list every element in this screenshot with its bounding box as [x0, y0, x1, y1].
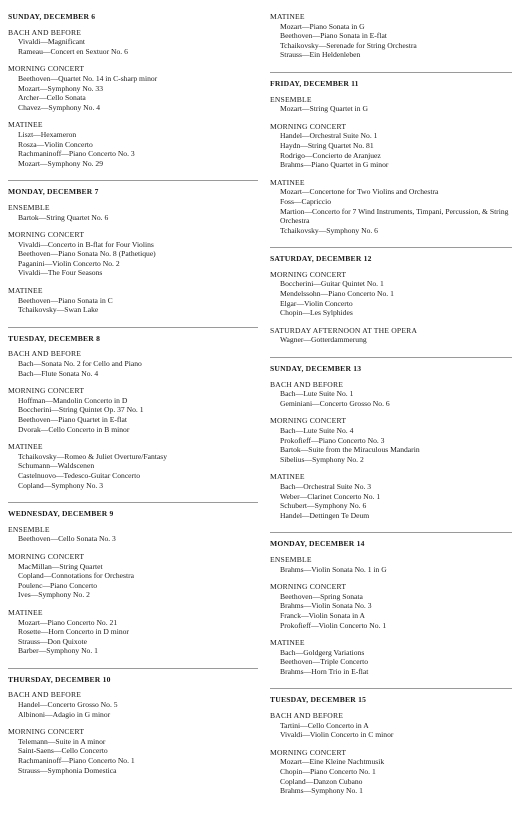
program-piece: Strauss—Symphonia Domestica [18, 765, 117, 775]
program-piece: Martion—Concerto for 7 Wind Instruments, Timpani, Percussion, & String Orchestra [280, 206, 509, 226]
program-piece: MacMillan—String Quartet [18, 561, 103, 571]
day-block [270, 539, 512, 689]
session-block [8, 525, 258, 544]
session-block [270, 122, 512, 170]
program-piece: Tchaikovsky—Swan Lake [18, 305, 99, 315]
session-title: MATINEE [270, 638, 305, 648]
session-block [8, 286, 258, 315]
program-piece: Elgar—Violin Concerto [280, 298, 353, 308]
program-piece: Archer—Cello Sonata [18, 93, 86, 103]
day-heading: MONDAY, DECEMBER 14 [270, 539, 365, 549]
session-block [8, 28, 258, 57]
session-title: MORNING CONCERT [270, 121, 347, 131]
program-piece: Bach—Sonata No. 2 for Cello and Piano [18, 359, 142, 369]
program-piece: Chavez—Symphony No. 4 [18, 102, 101, 112]
program-piece: Schumann—Waldscenen [18, 461, 95, 471]
session-block [8, 386, 258, 434]
program-piece: Liszt—Hexameron [18, 129, 77, 139]
session-title: MATINEE [270, 12, 305, 21]
day-block [8, 509, 258, 669]
session-title: MORNING CONCERT [8, 230, 85, 240]
program-piece: Chopin—Les Sylphides [280, 308, 353, 318]
program-piece: Hoffman—Mandolin Concerto in D [18, 395, 128, 405]
program-piece: Haydn—String Quartet No. 81 [280, 140, 374, 150]
session-block [8, 727, 258, 775]
day-block [8, 12, 258, 181]
day-block [270, 364, 512, 533]
session-block [8, 230, 258, 278]
program-piece: Bach—Flute Sonata No. 4 [18, 368, 99, 378]
day-heading: THURSDAY, DECEMBER 10 [8, 674, 111, 684]
program-piece: Tchaikovsky—Romeo & Juliet Overture/Fantasy [18, 451, 167, 461]
session-block [8, 552, 258, 600]
session-title: MATINEE [8, 286, 43, 296]
program-piece: Bach—Orchestral Suite No. 3 [280, 481, 372, 491]
session-title: MORNING CONCERT [270, 582, 347, 592]
program-piece: Tchaikovsky—Serenade for String Orchestra [280, 40, 417, 50]
day-block [8, 334, 258, 503]
program-piece: Prokofieff—Violin Concerto No. 1 [280, 620, 387, 630]
session-title: MORNING CONCERT [8, 64, 85, 74]
program-piece: Mozart—String Quartet in G [280, 104, 368, 114]
program-piece: Tartini—Cello Concerto in A [280, 720, 369, 730]
session-title: BACH AND BEFORE [8, 27, 82, 37]
program-piece: Rosza—Violin Concerto [18, 139, 93, 149]
program-piece: Wagner—Gotterdammerung [280, 335, 367, 345]
program-piece: Bach—Goldgerg Variations [280, 647, 365, 657]
session-title: BACH AND BEFORE [270, 711, 344, 721]
program-piece: Saint-Saens—Cello Concerto [18, 746, 108, 756]
program-piece: Brahms—Violin Sonata No. 1 in G [280, 564, 387, 574]
program-piece: Sibelius—Symphony No. 2 [280, 454, 364, 464]
session-block [270, 472, 512, 520]
session-block [8, 120, 258, 168]
program-piece: Vivaldi—The Four Seasons [18, 268, 103, 278]
session-block [8, 64, 258, 112]
program-piece: Ives—Symphony No. 2 [18, 590, 90, 600]
session-block [270, 12, 512, 60]
session-title: BACH AND BEFORE [8, 349, 82, 359]
program-piece: Copland—Symphony No. 3 [18, 480, 104, 490]
program-piece: Beethoven—Piano Sonata No. 8 (Pathetique) [18, 249, 156, 259]
day-heading: MONDAY, DECEMBER 7 [8, 187, 99, 197]
program-piece: Beethoven—Piano Quartet in E-flat [18, 415, 128, 424]
session-title: SATURDAY AFTERNOON AT THE OPERA [270, 325, 418, 335]
program-piece: Geminiani—Concerto Grosso No. 6 [280, 398, 390, 408]
program-piece: Copland—Danzon Cubano [280, 776, 363, 786]
program-piece: Vivaldi—Concerto in B-flat for Four Violins [18, 239, 154, 249]
program-piece: Mozart—Piano Concerto No. 21 [18, 617, 118, 627]
session-title: MORNING CONCERT [8, 386, 85, 396]
session-title: MATINEE [270, 472, 305, 482]
program-piece: Castelnuovo—Tedesco-Guitar Concerto [18, 470, 140, 480]
session-title: MATINEE [8, 607, 43, 617]
program-piece: Foss—Capriccio [280, 196, 332, 206]
program-piece: Tchaikovsky—Symphony No. 6 [280, 225, 378, 235]
session-block [270, 95, 512, 114]
program-piece: Franck—Violin Sonata in A [280, 610, 365, 620]
session-title: MATINEE [270, 177, 305, 187]
session-block [8, 203, 258, 222]
day-block [270, 695, 512, 807]
program-piece: Prokofieff—Piano Concerto No. 3 [280, 435, 385, 445]
session-block [270, 416, 512, 464]
session-title: ENSEMBLE [270, 94, 312, 104]
day-block [270, 12, 512, 73]
program-piece: Handel—Orchestral Suite No. 1 [280, 131, 378, 141]
program-piece: Strauss—Don Quixote [18, 636, 87, 646]
session-title: ENSEMBLE [8, 524, 50, 534]
program-piece: Mozart—Symphony No. 29 [18, 158, 104, 168]
schedule-column-left [8, 12, 258, 793]
session-title: ENSEMBLE [270, 554, 312, 564]
program-piece: Boccherini—String Quintet Op. 37 No. 1 [18, 405, 144, 415]
program-piece: Paganini—Violin Concerto No. 2 [18, 258, 120, 268]
session-title: MATINEE [8, 120, 43, 130]
session-block [270, 178, 512, 236]
program-piece: Schubert—Symphony No. 6 [280, 501, 367, 511]
day-heading: SATURDAY, DECEMBER 12 [270, 254, 372, 264]
program-piece: Mozart—Eine Kleine Nachtmusik [280, 757, 385, 767]
program-piece: Brahms—Violin Sonata No. 3 [280, 601, 372, 611]
program-piece: Beethoven—Triple Concerto [280, 657, 369, 667]
program-piece: Handel—Dettingen Te Deum [280, 510, 370, 520]
session-title: MORNING CONCERT [8, 727, 85, 737]
day-block [8, 187, 258, 328]
program-piece: Brahms—Piano Quartet in G minor [280, 160, 389, 170]
session-title: MORNING CONCERT [8, 551, 85, 561]
session-title: MORNING CONCERT [270, 747, 347, 757]
program-piece: Beethoven—Piano Sonata in E-flat [280, 31, 387, 41]
program-piece: Mendelssohn—Piano Concerto No. 1 [280, 289, 394, 299]
program-piece: Vivaldi—Magnificant [18, 37, 86, 47]
program-piece: Beethoven—Cello Sonata No. 3 [18, 534, 116, 544]
program-piece: Chopin—Piano Concerto No. 1 [280, 767, 376, 777]
session-block [270, 555, 512, 574]
program-piece: Copland—Connotations for Orchestra [18, 571, 134, 581]
program-piece: Beethoven—Quartet No. 14 in C-sharp minor [18, 73, 158, 83]
program-piece: Weber—Clarinet Concerto No. 1 [280, 491, 381, 501]
program-piece: Rachmaninoff—Piano Concerto No. 3 [18, 149, 135, 159]
day-block [270, 79, 512, 248]
session-block [270, 380, 512, 409]
session-block [8, 608, 258, 656]
day-heading: TUESDAY, DECEMBER 8 [8, 333, 101, 343]
day-heading: WEDNESDAY, DECEMBER 9 [8, 509, 114, 519]
session-title: BACH AND BEFORE [270, 379, 344, 389]
program-piece: Beethoven—Spring Sonata [280, 591, 363, 601]
program-piece: Boccherini—Guitar Quintet No. 1 [280, 279, 384, 289]
program-piece: Brahms—Symphony No. 1 [280, 786, 363, 796]
session-title: ENSEMBLE [8, 202, 50, 212]
program-piece: Bach—Lute Suite No. 1 [280, 389, 354, 399]
session-block [270, 582, 512, 630]
session-title: MATINEE [8, 442, 43, 452]
program-piece: Mozart—Symphony No. 33 [18, 83, 104, 93]
day-block [270, 254, 512, 358]
program-piece: Mozart—Concertone for Two Violins and Orchestra [280, 187, 439, 197]
session-block [8, 442, 258, 490]
program-piece: Rameau—Concert en Sextuor No. 6 [18, 46, 128, 56]
session-title: BACH AND BEFORE [8, 690, 82, 700]
day-heading: TUESDAY, DECEMBER 15 [270, 695, 367, 705]
session-block [270, 711, 512, 740]
program-piece: Vivaldi—Violin Concerto in C minor [280, 730, 394, 740]
program-piece: Brahms—Horn Trio in E-flat [280, 666, 369, 676]
session-block [270, 638, 512, 676]
session-block [270, 326, 512, 345]
day-heading: SUNDAY, DECEMBER 13 [270, 364, 362, 374]
program-piece: Rodrigo—Concierto de Aranjuez [280, 150, 381, 160]
day-block [8, 675, 258, 787]
program-piece: Albinoni—Adagio in G minor [18, 709, 111, 719]
program-piece: Rosette—Horn Concerto in D minor [18, 627, 129, 637]
program-piece: Poulenc—Piano Concerto [18, 580, 98, 590]
session-title: MORNING CONCERT [270, 269, 347, 279]
program-piece: Barber—Symphony No. 1 [18, 646, 98, 656]
program-piece: Bach—Lute Suite No. 4 [280, 426, 354, 435]
program-piece: Bartok—Suite from the Miraculous Mandarin [280, 445, 420, 455]
schedule-column-right [270, 12, 512, 814]
program-piece: Dvorak—Cello Concerto in B minor [18, 424, 130, 434]
day-heading: SUNDAY, DECEMBER 6 [8, 12, 96, 21]
program-piece: Bartok—String Quartet No. 6 [18, 212, 109, 222]
session-block [8, 349, 258, 378]
program-piece: Strauss—Ein Heldenleben [280, 50, 361, 60]
session-block [270, 748, 512, 796]
program-piece: Beethoven—Piano Sonata in C [18, 295, 113, 305]
program-piece: Rachmaninoff—Piano Concerto No. 1 [18, 756, 135, 766]
session-title: MORNING CONCERT [270, 416, 347, 426]
program-piece: Telemann—Suite in A minor [18, 736, 106, 746]
day-heading: FRIDAY, DECEMBER 11 [270, 78, 359, 88]
session-block [8, 690, 258, 719]
program-piece: Handel—Concerto Grosso No. 5 [18, 700, 118, 710]
session-block [270, 270, 512, 318]
program-piece: Mozart—Piano Sonata in G [280, 21, 365, 31]
